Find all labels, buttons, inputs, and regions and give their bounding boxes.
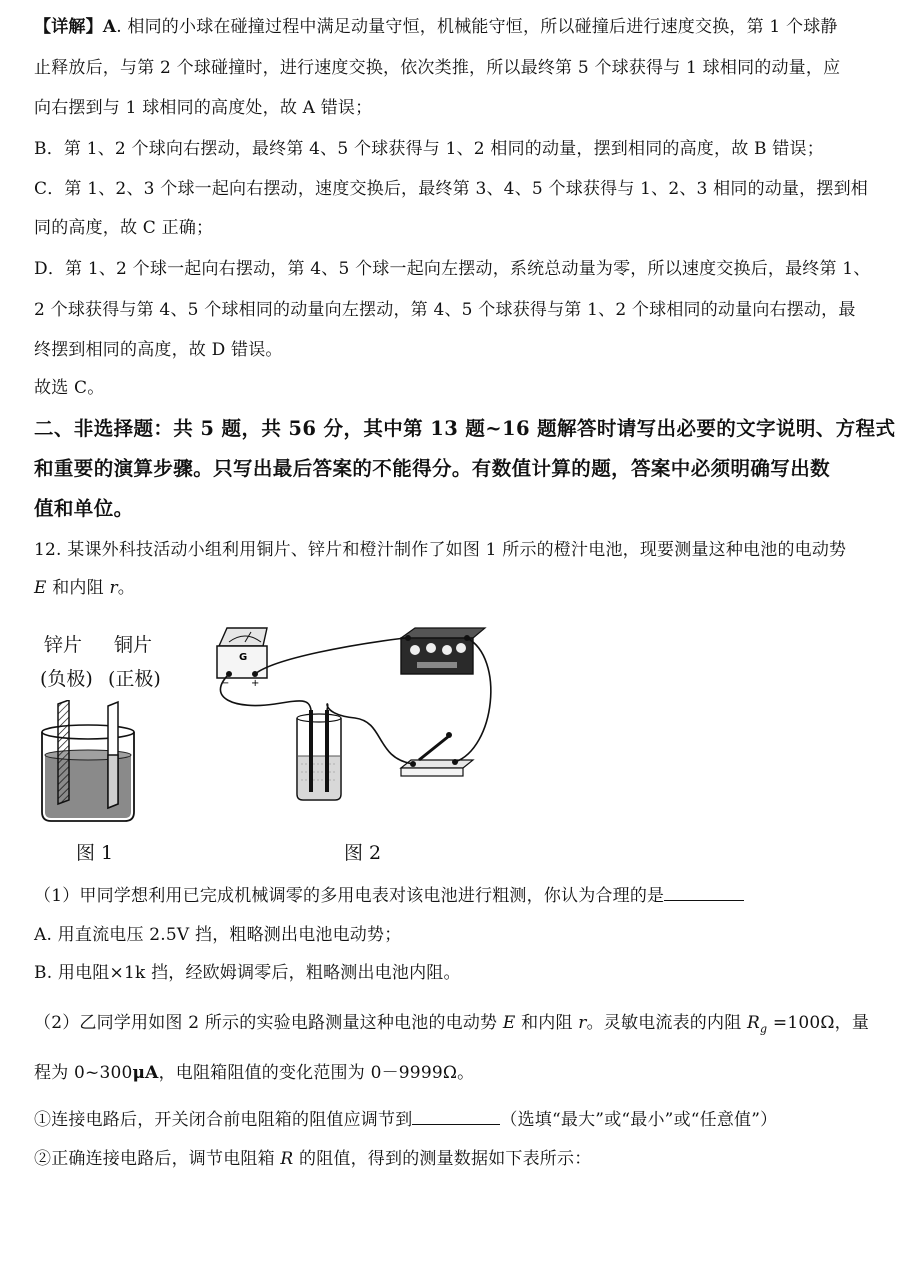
fig1-caption: 图 1 bbox=[76, 842, 114, 864]
explanation-line-a1: 【详解】A. 相同的小球在碰撞过程中满足动量守恒，机械能守恒，所以碰撞后进行速度交换，第 1 个球静 bbox=[34, 17, 838, 37]
q12-step1: ①连接电路后，开关闭合前电阻箱的阻值应调节到 （选填“最大”或“最小”或“任意值”） bbox=[34, 1106, 874, 1133]
part1-answer-blank[interactable] bbox=[664, 882, 744, 901]
fig2-minus-sign: − bbox=[221, 678, 230, 689]
explanation-label: 【详解】 bbox=[34, 17, 103, 37]
fig2-switch bbox=[401, 732, 473, 776]
explanation-line-a2: 止释放后，与第 2 个球碰撞时，进行速度交换，依次类推，所以最终第 5 个球获得与 1 球相同的动量，应 bbox=[34, 58, 841, 78]
fig2-meter-letter: G bbox=[239, 652, 248, 663]
q12-option-a: A. 用直流电压 2.5V 挡，粗略测出电池电动势； bbox=[34, 925, 402, 945]
q12-part2-line-2: 程为 0~300μA，电阻箱阻值的变化范围为 0－9999Ω。 bbox=[34, 1063, 475, 1083]
section2-line-3: 值和单位。 bbox=[34, 497, 134, 520]
q12-part2-line-1: （2）乙同学用如图 2 所示的实验电路测量这种电池的电动势 E 和内阻 r。灵敏电流表的内阻 $R_g =100\Omega$，量 bbox=[34, 1013, 870, 1036]
explanation-line-a3: 向右摆到与 1 球相同的高度处，故 A 错误； bbox=[34, 98, 373, 118]
fig1-copper-label: 铜片 bbox=[114, 634, 153, 656]
q12-intro-line-2: E 和内阻 r。 bbox=[34, 578, 135, 598]
fig1-negative-label: (负极) bbox=[40, 668, 93, 690]
explanation-line-d2: 2 个球获得与第 4、5 个球相同的动量向左摆动，第 4、5 个球获得与第 1、2 个球相同的动量向右摆动，最 bbox=[34, 300, 856, 320]
fig2-circuit-illustration bbox=[205, 618, 495, 808]
fig2-plus-sign: + bbox=[251, 678, 260, 689]
fig1-zinc-plate bbox=[58, 700, 69, 804]
q12-part1-question: （1）甲同学想利用已完成机械调零的多用电表对该电池进行粗测，你认为合理的是 bbox=[34, 882, 874, 909]
explanation-line-b1: B．第 1、2 个球向右摆动，最终第 4、5 个球获得与 1、2 相同的动量，摆到相同的高度，故 B 错误； bbox=[34, 139, 824, 159]
fig2-caption: 图 2 bbox=[344, 842, 382, 864]
fig1-positive-label: (正极) bbox=[108, 668, 161, 690]
explanation-line-d1: D．第 1、2 个球一起向右摆动，第 4、5 个球一起向左摆动，系统总动量为零，所以速度交换后，最终第 1、 bbox=[34, 259, 871, 279]
explanation-line-c2: 同的高度，故 C 正确； bbox=[34, 218, 214, 238]
section2-line-1: 二、非选择题：共 5 题，共 56 分，其中第 13 题~16 题解答时请写出必要的文字说明、方程式 bbox=[34, 417, 896, 440]
step1-answer-blank[interactable] bbox=[412, 1106, 500, 1125]
q12-step2: ②正确连接电路后，调节电阻箱 R 的阻值，得到的测量数据如下表所示： bbox=[34, 1149, 592, 1169]
answer-line: 故选 C。 bbox=[34, 378, 105, 398]
explanation-line-c1: C．第 1、2、3 个球一起向右摆动，速度交换后，最终第 3、4、5 个球获得与 1、2、3 相同的动量，摆到相 bbox=[34, 179, 868, 199]
fig2-beaker bbox=[297, 710, 341, 800]
explanation-line-d3: 终摆到相同的高度，故 D 错误。 bbox=[34, 340, 283, 360]
fig2-resistance-box bbox=[401, 628, 485, 674]
option-a-lead: A bbox=[102, 17, 117, 37]
section2-line-2: 和重要的演算步骤。只写出最后答案的不能得分。有数值计算的题，答案中必须明确写出数 bbox=[34, 457, 831, 480]
q12-intro-line-1: 12. 某课外科技活动小组利用铜片、锌片和橙汁制作了如图 1 所示的橙汁电池，现要测量这种电池的电动势 bbox=[34, 540, 847, 560]
fig1-beaker-illustration bbox=[36, 700, 146, 825]
q12-option-b: B. 用电阻×1k 挡，经欧姆调零后，粗略测出电池内阻。 bbox=[34, 963, 461, 983]
fig1-zinc-label: 锌片 bbox=[44, 634, 83, 656]
